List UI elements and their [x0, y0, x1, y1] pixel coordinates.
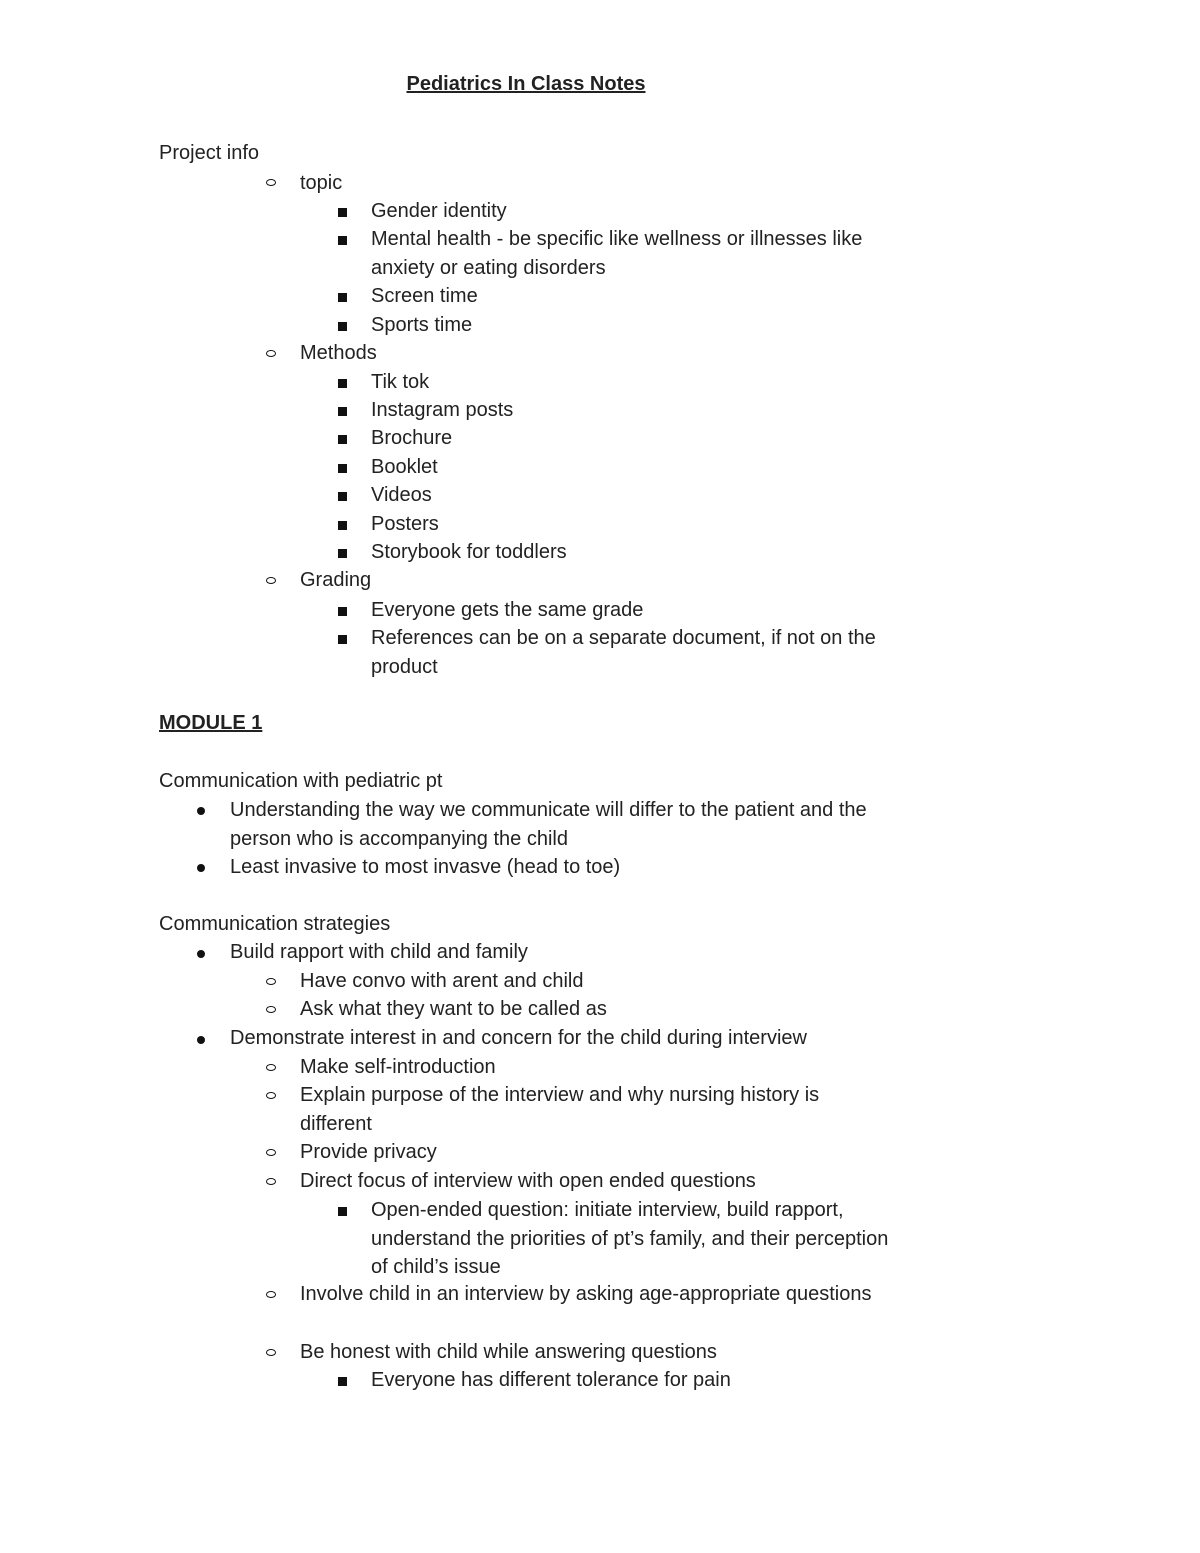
topic-item: Screen time: [371, 285, 478, 307]
strategy-subitem: Ask what they want to be called as: [300, 998, 607, 1020]
square-bullet-icon: [338, 1377, 347, 1386]
grading-label: Grading: [300, 569, 372, 591]
methods-label: Methods: [300, 342, 377, 364]
communication-heading: Communication with pediatric pt: [159, 770, 443, 792]
square-bullet-icon: [338, 464, 347, 473]
strategies-heading: Communication strategies: [159, 913, 391, 935]
strategy-subitem: Explain purpose of the interview and why nursing history is different: [300, 1084, 820, 1135]
document-title: Pediatrics In Class Notes: [406, 73, 646, 95]
hollow-circle-bullet-icon: [266, 1006, 276, 1013]
method-item: Videos: [371, 484, 432, 506]
square-bullet-icon: [338, 293, 347, 302]
square-bullet-icon: [338, 208, 347, 217]
communication-item: Understanding the way we communicate will differ to the patient and the person who is accompanying the child: [230, 799, 867, 850]
strategy-subitem: Have convo with arent and child: [300, 970, 584, 992]
method-item: Brochure: [371, 427, 453, 449]
method-item: Tik tok: [371, 371, 430, 393]
topic-item: Sports time: [371, 314, 473, 336]
topic-label: topic: [300, 172, 343, 194]
topic-item: Mental health - be specific like wellness or illnesses like anxiety or eating disorders: [371, 228, 863, 279]
filled-disc-bullet-icon: [197, 1036, 205, 1044]
hollow-circle-bullet-icon: [266, 1092, 276, 1099]
hollow-circle-bullet-icon: [266, 1064, 276, 1071]
strategy-subitem: Provide privacy: [300, 1141, 437, 1163]
square-bullet-icon: [338, 521, 347, 530]
hollow-circle-bullet-icon: [266, 1178, 276, 1185]
method-item: Posters: [371, 513, 439, 535]
grading-item: References can be on a separate document, if not on the product: [371, 627, 876, 678]
method-item: Instagram posts: [371, 399, 514, 421]
square-bullet-icon: [338, 322, 347, 331]
method-item: Storybook for toddlers: [371, 541, 567, 563]
strategy-subitem: Involve child in an interview by asking age-appropriate questions: [300, 1283, 872, 1305]
topic-item: Gender identity: [371, 200, 507, 222]
square-bullet-icon: [338, 549, 347, 558]
hollow-circle-bullet-icon: [266, 577, 276, 584]
filled-disc-bullet-icon: [197, 950, 205, 958]
strategy-item: Build rapport with child and family: [230, 941, 528, 963]
strategy-item: Demonstrate interest in and concern for the child during interview: [230, 1027, 807, 1049]
square-bullet-icon: [338, 492, 347, 501]
method-item: Booklet: [371, 456, 438, 478]
tolerance-item: Everyone has different tolerance for pain: [371, 1369, 731, 1391]
square-bullet-icon: [338, 379, 347, 388]
filled-disc-bullet-icon: [197, 807, 205, 815]
strategy-subitem: Direct focus of interview with open ended questions: [300, 1170, 756, 1192]
communication-item: Least invasive to most invasve (head to toe): [230, 856, 621, 878]
square-bullet-icon: [338, 635, 347, 644]
hollow-circle-bullet-icon: [266, 350, 276, 357]
hollow-circle-bullet-icon: [266, 1149, 276, 1156]
square-bullet-icon: [338, 236, 347, 245]
module-title: MODULE 1: [159, 712, 263, 734]
grading-item: Everyone gets the same grade: [371, 599, 644, 621]
square-bullet-icon: [338, 435, 347, 444]
hollow-circle-bullet-icon: [266, 1291, 276, 1298]
hollow-circle-bullet-icon: [266, 179, 276, 186]
project-info-heading: Project info: [159, 142, 260, 164]
open-ended-item: Open-ended question: initiate interview, build rapport, understand the priorities of pt’s family, and their perception of child’s issue: [371, 1199, 889, 1278]
strategy-subitem: Be honest with child while answering questions: [300, 1341, 717, 1363]
square-bullet-icon: [338, 607, 347, 616]
square-bullet-icon: [338, 407, 347, 416]
filled-disc-bullet-icon: [197, 864, 205, 872]
strategy-subitem: Make self-introduction: [300, 1056, 496, 1078]
square-bullet-icon: [338, 1207, 347, 1216]
hollow-circle-bullet-icon: [266, 978, 276, 985]
hollow-circle-bullet-icon: [266, 1349, 276, 1356]
